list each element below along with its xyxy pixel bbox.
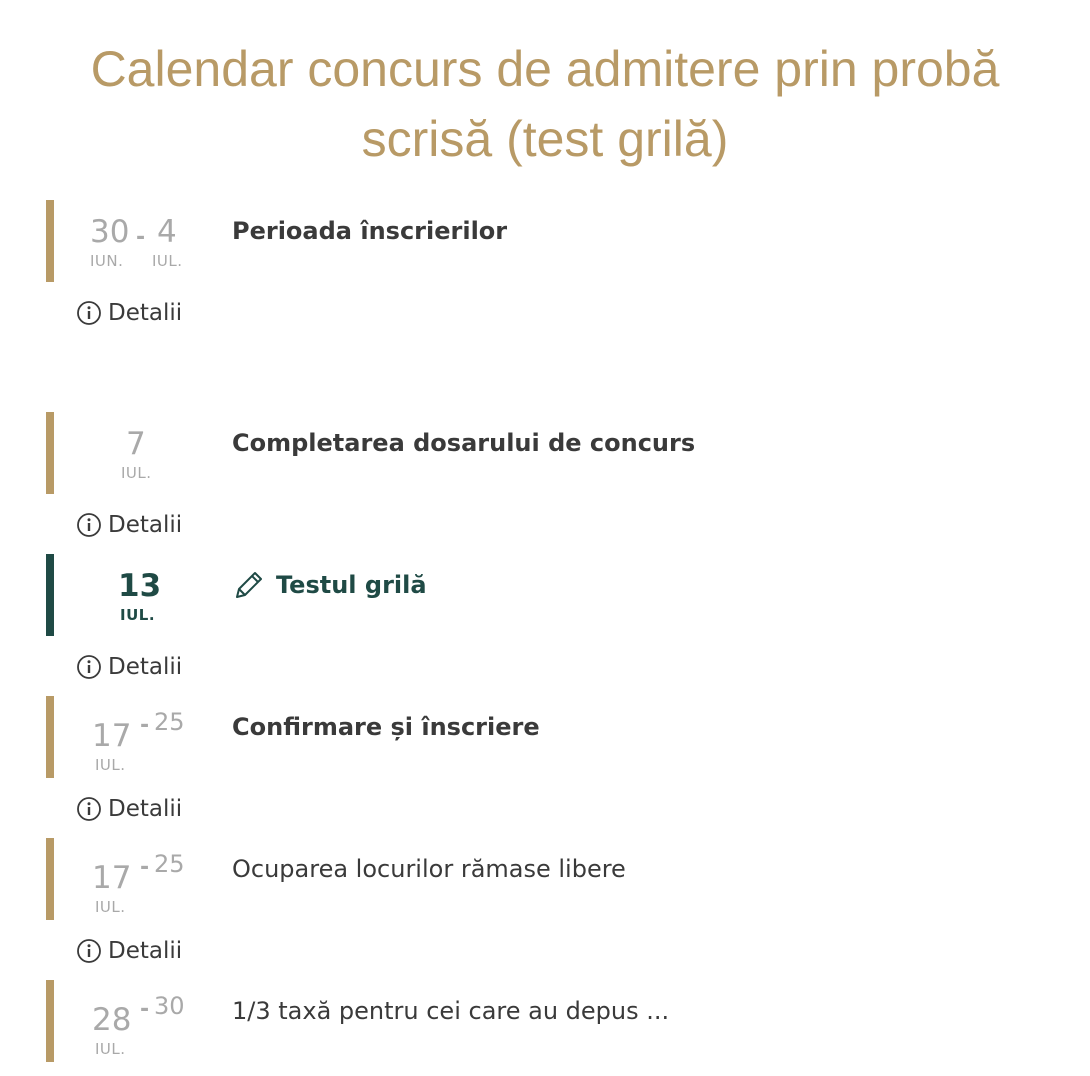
event-date: [60, 992, 200, 1062]
date-separator: -: [140, 855, 150, 880]
event-title-row: [232, 568, 427, 602]
start-day: 17: [92, 860, 132, 896]
event-date: [60, 850, 200, 920]
event-accent-bar: [46, 838, 54, 920]
details-label: Detalii: [108, 300, 183, 326]
details-link[interactable]: [76, 510, 182, 540]
info-icon: [76, 938, 102, 964]
details-label: Detalii: [108, 796, 183, 822]
event-date: [60, 566, 200, 636]
start-month: IUL.: [95, 898, 126, 916]
start-day: 30: [90, 214, 130, 250]
event-accent-bar: [46, 412, 54, 494]
event-title: Perioada înscrierilor: [232, 217, 508, 245]
event-date: [60, 708, 200, 778]
end-day: 25: [154, 850, 185, 878]
end-day: 4: [157, 214, 177, 250]
details-link[interactable]: [76, 936, 182, 966]
date-separator: -: [136, 225, 146, 250]
info-icon: [76, 300, 102, 326]
details-label: Detalii: [108, 938, 183, 964]
start-month: IUN.: [90, 252, 124, 270]
event-title: Completarea dosarului de concurs: [232, 429, 696, 457]
event-accent-bar: [46, 200, 54, 282]
event-title: Testul grilă: [276, 571, 427, 599]
start-month: IUL.: [120, 606, 156, 624]
info-icon: [76, 512, 102, 538]
details-link[interactable]: [76, 794, 182, 824]
pencil-icon: [232, 568, 266, 602]
details-link[interactable]: [76, 298, 182, 328]
end-day: 30: [154, 992, 185, 1020]
event-accent-bar: [46, 554, 54, 636]
event-title: 1/3 taxă pentru cei care au depus ...: [232, 997, 670, 1025]
event-title: Confirmare și înscriere: [232, 713, 540, 741]
date-separator: -: [140, 713, 150, 738]
start-month: IUL.: [95, 1040, 126, 1058]
details-link[interactable]: [76, 652, 182, 682]
start-month: IUL.: [121, 464, 152, 482]
start-day: 13: [118, 568, 162, 604]
info-icon: [76, 654, 102, 680]
event-date: [60, 212, 200, 282]
details-label: Detalii: [108, 654, 183, 680]
end-month: IUL.: [152, 252, 183, 270]
end-day: 25: [154, 708, 185, 736]
page-title: Calendar concurs de admitere prin probă scrisă (test grilă): [90, 41, 1000, 167]
start-month: IUL.: [95, 756, 126, 774]
date-separator: -: [140, 997, 150, 1022]
info-icon: [76, 796, 102, 822]
start-day: 28: [92, 1002, 132, 1038]
start-day: 17: [92, 718, 132, 754]
start-day: 7: [126, 426, 146, 462]
event-title: Ocuparea locurilor rămase libere: [232, 855, 626, 883]
event-date: [60, 424, 200, 494]
event-accent-bar: [46, 980, 54, 1062]
details-label: Detalii: [108, 512, 183, 538]
event-accent-bar: [46, 696, 54, 778]
